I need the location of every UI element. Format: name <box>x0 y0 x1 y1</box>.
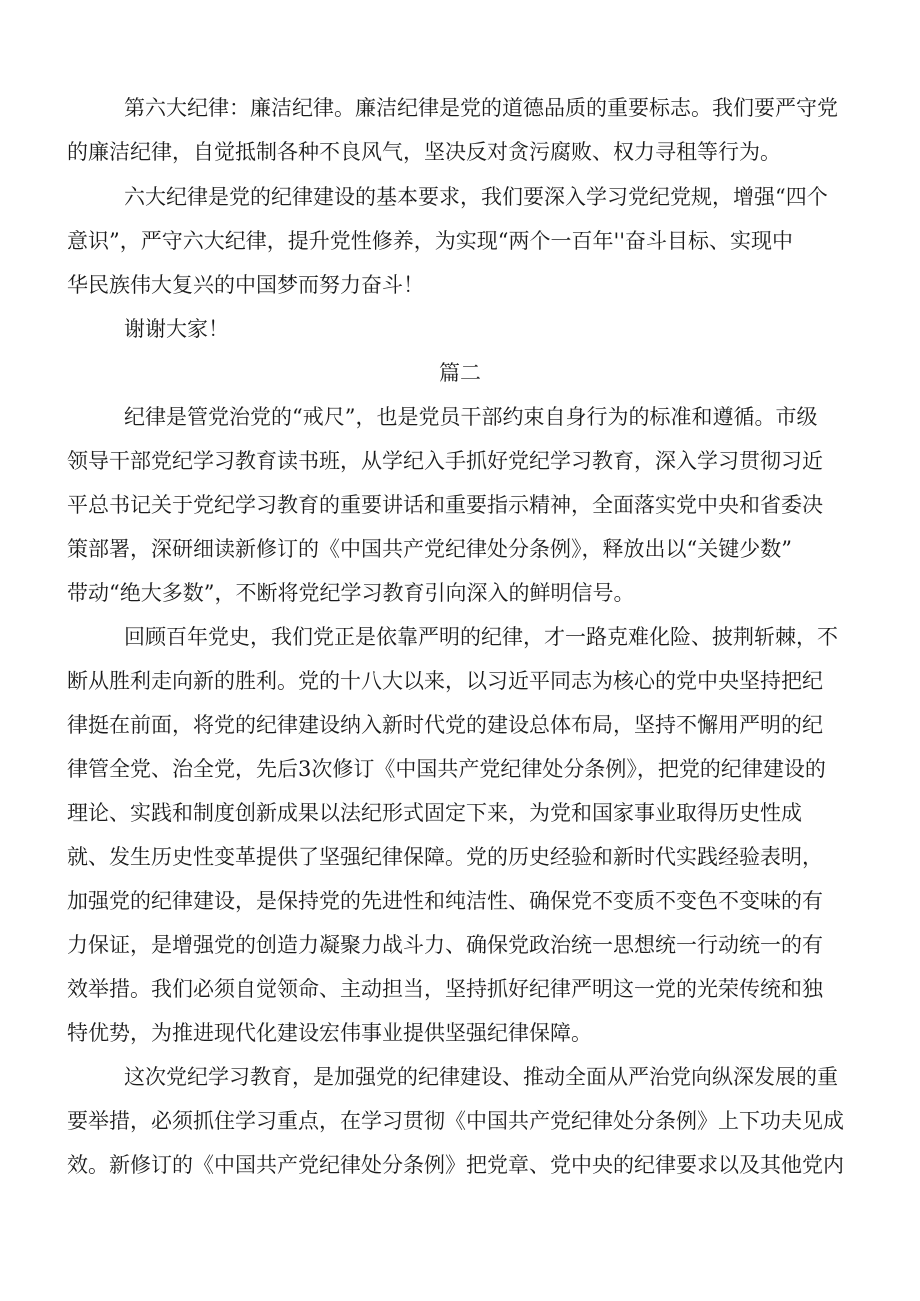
text-line: 第六大纪律：廉洁纪律。廉洁纪律是党的道德品质的重要标志。我们要严守党 <box>124 96 838 120</box>
text-line: 策部署，深研细读新修订的《中国共产党纪律处分条例》，释放出以“关键少数” <box>67 537 792 561</box>
text-line: 特优势，为推进现代化建设宏伟事业提供坚强纪律保障。 <box>67 1021 592 1045</box>
text-line: 回顾百年党史，我们党正是依靠严明的纪律，才一路克难化险、披荆斩棘，不 <box>124 625 838 649</box>
text-line: 理论、实践和制度创新成果以法纪形式固定下来，为党和国家事业取得历史性成 <box>67 801 802 825</box>
text-line: 律挺在前面，将党的纪律建设纳入新时代党的建设总体布局，坚持不懈用严明的纪 <box>67 713 823 737</box>
text-line: 加强党的纪律建设，是保持党的先进性和纯洁性、确保党不变质不变色不变味的有 <box>67 889 823 913</box>
text-line: 这次党纪学习教育，是加强党的纪律建设、推动全面从严治党向纵深发展的重 <box>124 1065 838 1089</box>
text-line: 效举措。我们必须自觉领命、主动担当，坚持抓好纪律严明这一党的光荣传统和独 <box>67 977 823 1001</box>
text-line: 律管全党、治全党，先后3次修订《中国共产党纪律处分条例》，把党的纪律建设的 <box>67 757 826 781</box>
text-line: 力保证，是增强党的创造力凝聚力战斗力、确保党政治统一思想统一行动统一的有 <box>67 933 823 957</box>
text-line: 平总书记关于党纪学习教育的重要讲话和重要指示精神，全面落实党中央和省委决 <box>67 493 823 517</box>
text-line: 的廉洁纪律，自觉抵制各种不良风气，坚决反对贪污腐败、权力寻租等行为。 <box>67 140 781 164</box>
text-line: 要举措，必须抓住学习重点，在学习贯彻《中国共产党纪律处分条例》上下功夫见成 <box>67 1109 844 1133</box>
text-line: 六大纪律是党的纪律建设的基本要求，我们要深入学习党纪党规，增强“四个 <box>124 185 828 209</box>
text-line: 谢谢大家！ <box>124 317 229 341</box>
text-line: 就、发生历史性变革提供了坚强纪律保障。党的历史经验和新时代实践经验表明， <box>67 845 823 869</box>
section-title: 篇二 <box>439 361 481 385</box>
text-line: 纪律是管党治党的“戒尺”，也是党员干部约束自身行为的标准和遵循。市级 <box>124 405 818 429</box>
text-line: 断从胜利走向新的胜利。党的十八大以来，以习近平同志为核心的党中央坚持把纪 <box>67 669 823 693</box>
text-line: 带动“绝大多数”，不断将党纪学习教育引向深入的鲜明信号。 <box>67 581 635 605</box>
text-line: 华民族伟大复兴的中国梦而努力奋斗！ <box>67 273 424 297</box>
text-line: 意识”，严守六大纪律，提升党性修养，为实现“两个一百年''奋斗目标、实现中 <box>67 229 794 253</box>
text-line: 领导干部党纪学习教育读书班，从学纪入手抓好党纪学习教育，深入学习贯彻习近 <box>67 449 823 473</box>
text-line: 效。新修订的《中国共产党纪律处分条例》把党章、党中央的纪律要求以及其他党内 <box>67 1153 844 1177</box>
